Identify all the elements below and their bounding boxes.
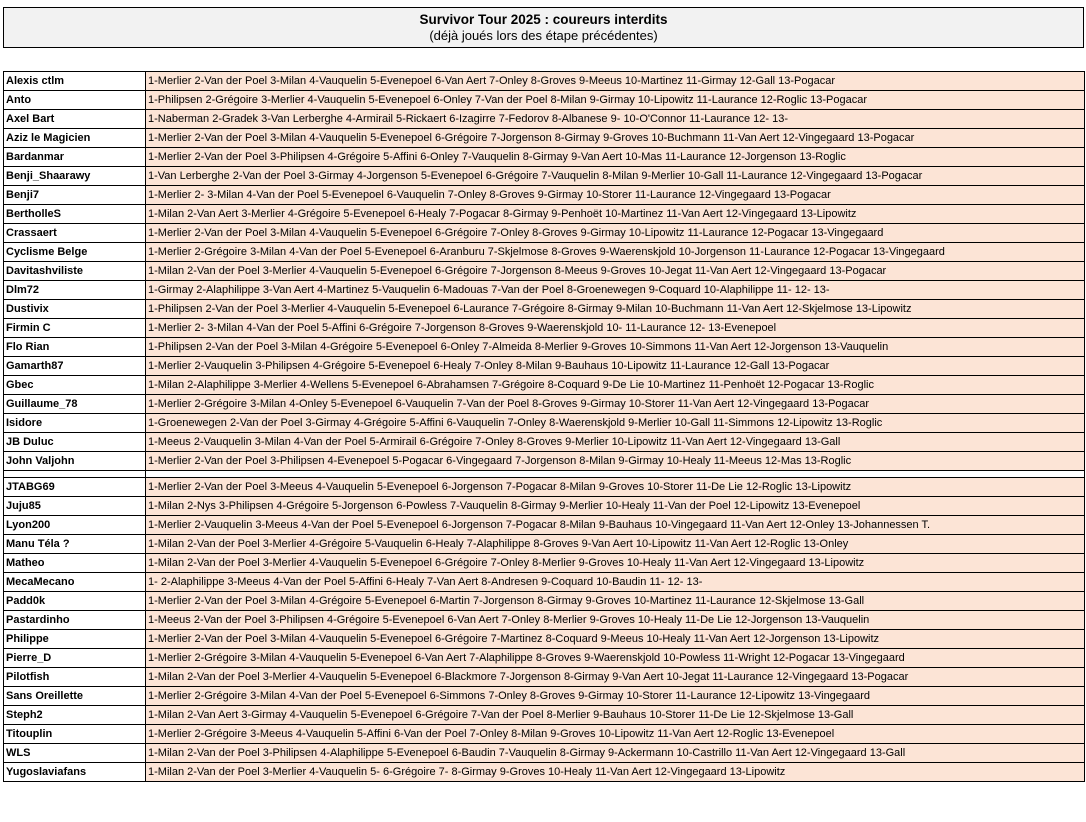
separator-cell (4, 471, 146, 478)
table-row (4, 167, 1085, 186)
player-name: Sans Oreillette (4, 687, 146, 706)
player-name: Axel Bart (4, 110, 146, 129)
player-name: Flo Rian (4, 338, 146, 357)
player-name: JB Duluc (4, 433, 146, 452)
player-name: Benji7 (4, 186, 146, 205)
forbidden-riders: 1-Merlier 2-Van der Poel 3-Milan 4-Grégoire 5-Evenepoel 6-Martin 7-Jorgenson 8-Girmay 9-Groves 10-Martinez 11-Laurance 12-Skjelmose 13-Gall (146, 592, 1085, 611)
player-name: Manu Téla ? (4, 535, 146, 554)
table-row (4, 395, 1085, 414)
title-box (3, 7, 1084, 48)
table-row (4, 706, 1085, 725)
players-table-body (4, 72, 1085, 782)
table-row (4, 414, 1085, 433)
player-name: Dlm72 (4, 281, 146, 300)
forbidden-riders: 1-Philipsen 2-Van der Poel 3-Merlier 4-Vauquelin 5-Evenepoel 6-Laurance 7-Grégoire 8-Girmay 9-Milan 10-Buchmann 11-Van Aert 12-Skjelmose 13-Lipowitz (146, 300, 1085, 319)
table-row (4, 433, 1085, 452)
table-row (4, 611, 1085, 630)
player-name: MecaMecano (4, 573, 146, 592)
forbidden-riders: 1-Merlier 2-Vauquelin 3-Philipsen 4-Grégoire 5-Evenepoel 6-Healy 7-Onley 8-Milan 9-Bauhaus 10-Lipowitz 11-Laurance 12-Gall 13-Pogacar (146, 357, 1085, 376)
forbidden-riders: 1-Merlier 2-Van der Poel 3-Milan 4-Vauquelin 5-Evenepoel 6-Grégoire 7-Onley 8-Groves 9-Girmay 10-Lipowitz 11-Laurance 12-Pogacar 13-Vingegaard (146, 224, 1085, 243)
forbidden-riders: 1-Milan 2-Van Aert 3-Girmay 4-Vauquelin 5-Evenepoel 6-Grégoire 7-Van der Poel 8-Merlier 9-Bauhaus 10-Storer 11-De Lie 12-Skjelmose 13-Gall (146, 706, 1085, 725)
forbidden-riders: 1-Naberman 2-Gradek 3-Van Lerberghe 4-Armirail 5-Rickaert 6-Izagirre 7-Fedorov 8-Albanese 9- 10-O'Connor 11-Laurance 12- 13- (146, 110, 1085, 129)
table-row (4, 205, 1085, 224)
table-row (4, 186, 1085, 205)
table-row (4, 91, 1085, 110)
forbidden-riders: 1-Milan 2-Alaphilippe 3-Merlier 4-Wellens 5-Evenepoel 6-Abrahamsen 7-Grégoire 8-Coquard 9-De Lie 10-Martinez 11-Penhoët 12-Pogacar 13-Roglic (146, 376, 1085, 395)
forbidden-riders: 1-Merlier 2-Van der Poel 3-Meeus 4-Vauquelin 5-Evenepoel 6-Jorgenson 7-Pogacar 8-Milan 9-Groves 10-Storer 11-De Lie 12-Roglic 13-Lipowitz (146, 478, 1085, 497)
separator-row (4, 471, 1085, 478)
separator-cell (146, 471, 1085, 478)
player-name: Yugoslaviafans (4, 763, 146, 782)
table-row (4, 592, 1085, 611)
player-name: BertholleS (4, 205, 146, 224)
player-name: John Valjohn (4, 452, 146, 471)
forbidden-riders: 1-Merlier 2-Van der Poel 3-Philipsen 4-Evenepoel 5-Pogacar 6-Vingegaard 7-Jorgenson 8-Milan 9-Girmay 10-Healy 11-Meeus 12-Mas 13-Roglic (146, 452, 1085, 471)
player-name: Matheo (4, 554, 146, 573)
table-row (4, 687, 1085, 706)
forbidden-riders: 1-Meeus 2-Vauquelin 3-Milan 4-Van der Poel 5-Armirail 6-Grégoire 7-Onley 8-Groves 9-Merlier 10-Lipowitz 11-Van Aert 12-Vingegaard 13-Gall (146, 433, 1085, 452)
player-name: Firmin C (4, 319, 146, 338)
player-name: JTABG69 (4, 478, 146, 497)
player-name: Gbec (4, 376, 146, 395)
forbidden-riders: 1-Merlier 2-Van der Poel 3-Milan 4-Vauquelin 5-Evenepoel 6-Grégoire 7-Martinez 8-Coquard 9-Meeus 10-Healy 11-Van Aert 12-Jorgenson 13-Lipowitz (146, 630, 1085, 649)
table-row (4, 224, 1085, 243)
forbidden-riders: 1-Merlier 2-Van der Poel 3-Philipsen 4-Grégoire 5-Affini 6-Onley 7-Vauquelin 8-Girmay 9-Van Aert 10-Mas 11-Laurance 12-Jorgenson 13-Roglic (146, 148, 1085, 167)
player-name: Juju85 (4, 497, 146, 516)
player-name: Titouplin (4, 725, 146, 744)
forbidden-riders: 1-Milan 2-Van der Poel 3-Philipsen 4-Alaphilippe 5-Evenepoel 6-Baudin 7-Vauquelin 8-Girmay 9-Ackermann 10-Castrillo 11-Van Aert 12-Vingegaard 13-Gall (146, 744, 1085, 763)
forbidden-riders: 1-Milan 2-Nys 3-Philipsen 4-Grégoire 5-Jorgenson 6-Powless 7-Vauquelin 8-Girmay 9-Merlier 10-Healy 11-Van der Poel 12-Lipowitz 13-Evenepoel (146, 497, 1085, 516)
table-row (4, 763, 1085, 782)
player-name: Padd0k (4, 592, 146, 611)
table-row (4, 129, 1085, 148)
forbidden-riders: 1-Groenewegen 2-Van der Poel 3-Girmay 4-Grégoire 5-Affini 6-Vauquelin 7-Onley 8-Waerenskjold 9-Merlier 10-Gall 11-Simmons 12-Lipowitz 13-Roglic (146, 414, 1085, 433)
table-row (4, 300, 1085, 319)
player-name: Guillaume_78 (4, 395, 146, 414)
table-row (4, 573, 1085, 592)
table-row (4, 649, 1085, 668)
table-row (4, 497, 1085, 516)
forbidden-riders: 1-Merlier 2- 3-Milan 4-Van der Poel 5-Evenepoel 6-Vauquelin 7-Onley 8-Groves 9-Girmay 10-Storer 11-Laurance 12-Vingegaard 13-Pogacar (146, 186, 1085, 205)
player-name: Davitashviliste (4, 262, 146, 281)
table-row (4, 516, 1085, 535)
table-row (4, 262, 1085, 281)
player-name: Bardanmar (4, 148, 146, 167)
players-table (3, 71, 1085, 782)
table-row (4, 319, 1085, 338)
forbidden-riders: 1-Merlier 2-Van der Poel 3-Milan 4-Vauquelin 5-Evenepoel 6-Van Aert 7-Onley 8-Groves 9-Meeus 10-Martinez 11-Girmay 12-Gall 13-Pogacar (146, 72, 1085, 91)
player-name: Steph2 (4, 706, 146, 725)
forbidden-riders: 1- 2-Alaphilippe 3-Meeus 4-Van der Poel 5-Affini 6-Healy 7-Van Aert 8-Andresen 9-Coquard 10-Baudin 11- 12- 13- (146, 573, 1085, 592)
forbidden-riders: 1-Philipsen 2-Grégoire 3-Merlier 4-Vauquelin 5-Evenepoel 6-Onley 7-Van der Poel 8-Milan 9-Girmay 10-Lipowitz 11-Laurance 12-Roglic 13-Pogacar (146, 91, 1085, 110)
player-name: Isidore (4, 414, 146, 433)
forbidden-riders: 1-Girmay 2-Alaphilippe 3-Van Aert 4-Martinez 5-Vauquelin 6-Madouas 7-Van der Poel 8-Groenewegen 9-Coquard 10-Alaphilippe 11- 12- 13- (146, 281, 1085, 300)
forbidden-riders: 1-Merlier 2-Grégoire 3-Meeus 4-Vauquelin 5-Affini 6-Van der Poel 7-Onley 8-Milan 9-Groves 10-Lipowitz 11-Van Aert 12-Roglic 13-Evenepoel (146, 725, 1085, 744)
table-row (4, 535, 1085, 554)
player-name: Crassaert (4, 224, 146, 243)
table-row (4, 110, 1085, 129)
forbidden-riders: 1-Merlier 2- 3-Milan 4-Van der Poel 5-Affini 6-Grégoire 7-Jorgenson 8-Groves 9-Waerenskjold 10- 11-Laurance 12- 13-Evenepoel (146, 319, 1085, 338)
table-row (4, 338, 1085, 357)
table-row (4, 72, 1085, 91)
forbidden-riders: 1-Milan 2-Van der Poel 3-Merlier 4-Grégoire 5-Vauquelin 6-Healy 7-Alaphilippe 8-Groves 9-Van Aert 10-Lipowitz 11-Van Aert 12-Roglic 13-Onley (146, 535, 1085, 554)
table-row (4, 725, 1085, 744)
forbidden-riders: 1-Merlier 2-Grégoire 3-Milan 4-Van der Poel 5-Evenepoel 6-Aranburu 7-Skjelmose 8-Groves 9-Waerenskjold 10-Jorgenson 11-Laurance 12-Pogacar 13-Vingegaard (146, 243, 1085, 262)
table-row (4, 357, 1085, 376)
forbidden-riders: 1-Merlier 2-Grégoire 3-Milan 4-Vauquelin 5-Evenepoel 6-Van Aert 7-Alaphilippe 8-Groves 9-Waerenskjold 10-Powless 11-Wright 12-Pogacar 13-Vingegaard (146, 649, 1085, 668)
forbidden-riders: 1-Milan 2-Van der Poel 3-Merlier 4-Vauquelin 5-Evenepoel 6-Blackmore 7-Jorgenson 8-Girmay 9-Van Aert 10-Jegat 11-Laurance 12-Vingegaard 13-Pogacar (146, 668, 1085, 687)
forbidden-riders: 1-Van Lerberghe 2-Van der Poel 3-Girmay 4-Jorgenson 5-Evenepoel 6-Grégoire 7-Vauquelin 8-Milan 9-Merlier 10-Gall 11-Laurance 12-Vingegaard 13-Pogacar (146, 167, 1085, 186)
player-name: Dustivix (4, 300, 146, 319)
forbidden-riders: 1-Milan 2-Van der Poel 3-Merlier 4-Vauquelin 5-Evenepoel 6-Grégoire 7-Jorgenson 8-Meeus 9-Groves 10-Jegat 11-Van Aert 12-Vingegaard 13-Pogacar (146, 262, 1085, 281)
player-name: Anto (4, 91, 146, 110)
forbidden-riders: 1-Merlier 2-Grégoire 3-Milan 4-Onley 5-Evenepoel 6-Vauquelin 7-Van der Poel 8-Groves 9-Girmay 10-Storer 11-Van Aert 12-Vingegaard 13-Pogacar (146, 395, 1085, 414)
page-title: Survivor Tour 2025 : coureurs interdits (419, 12, 668, 27)
forbidden-riders: 1-Meeus 2-Van der Poel 3-Philipsen 4-Grégoire 5-Evenepoel 6-Van Aert 7-Onley 8-Merlier 9-Groves 10-Healy 11-De Lie 12-Jorgenson 13-Vauquelin (146, 611, 1085, 630)
table-row (4, 376, 1085, 395)
player-name: Pilotfish (4, 668, 146, 687)
player-name: Philippe (4, 630, 146, 649)
player-name: WLS (4, 744, 146, 763)
player-name: Alexis ctlm (4, 72, 146, 91)
forbidden-riders: 1-Milan 2-Van Aert 3-Merlier 4-Grégoire 5-Evenepoel 6-Healy 7-Pogacar 8-Girmay 9-Penhoët 10-Martinez 11-Van Aert 12-Vingegaard 13-Lipowitz (146, 205, 1085, 224)
table-row (4, 452, 1085, 471)
player-name: Benji_Shaarawy (4, 167, 146, 186)
forbidden-riders: 1-Merlier 2-Van der Poel 3-Milan 4-Vauquelin 5-Evenepoel 6-Grégoire 7-Jorgenson 8-Girmay 9-Groves 10-Buchmann 11-Van Aert 12-Vingegaard 13-Pogacar (146, 129, 1085, 148)
forbidden-riders: 1-Merlier 2-Grégoire 3-Milan 4-Van der Poel 5-Evenepoel 6-Simmons 7-Onley 8-Groves 9-Girmay 10-Storer 11-Laurance 12-Lipowitz 13-Vingegaard (146, 687, 1085, 706)
page-subtitle: (déjà joués lors des étape précédentes) (429, 28, 658, 43)
table-row (4, 554, 1085, 573)
table-row (4, 281, 1085, 300)
player-name: Lyon200 (4, 516, 146, 535)
table-row (4, 668, 1085, 687)
table-row (4, 744, 1085, 763)
table-row (4, 478, 1085, 497)
forbidden-riders: 1-Milan 2-Van der Poel 3-Merlier 4-Vauquelin 5-Evenepoel 6-Grégoire 7-Onley 8-Merlier 9-Groves 10-Healy 11-Van Aert 12-Vingegaard 13-Lipowitz (146, 554, 1085, 573)
player-name: Cyclisme Belge (4, 243, 146, 262)
player-name: Aziz le Magicien (4, 129, 146, 148)
table-row (4, 243, 1085, 262)
forbidden-riders: 1-Merlier 2-Vauquelin 3-Meeus 4-Van der Poel 5-Evenepoel 6-Jorgenson 7-Pogacar 8-Milan 9-Bauhaus 10-Vingegaard 11-Van Aert 12-Onley 13-Johannessen T. (146, 516, 1085, 535)
player-name: Gamarth87 (4, 357, 146, 376)
player-name: Pierre_D (4, 649, 146, 668)
table-row (4, 630, 1085, 649)
forbidden-riders: 1-Milan 2-Van der Poel 3-Merlier 4-Vauquelin 5- 6-Grégoire 7- 8-Girmay 9-Groves 10-Healy 11-Van Aert 12-Vingegaard 13-Lipowitz (146, 763, 1085, 782)
table-row (4, 148, 1085, 167)
forbidden-riders: 1-Philipsen 2-Van der Poel 3-Milan 4-Grégoire 5-Evenepoel 6-Onley 7-Almeida 8-Merlier 9-Groves 10-Simmons 11-Van Aert 12-Jorgenson 13-Vauquelin (146, 338, 1085, 357)
player-name: Pastardinho (4, 611, 146, 630)
